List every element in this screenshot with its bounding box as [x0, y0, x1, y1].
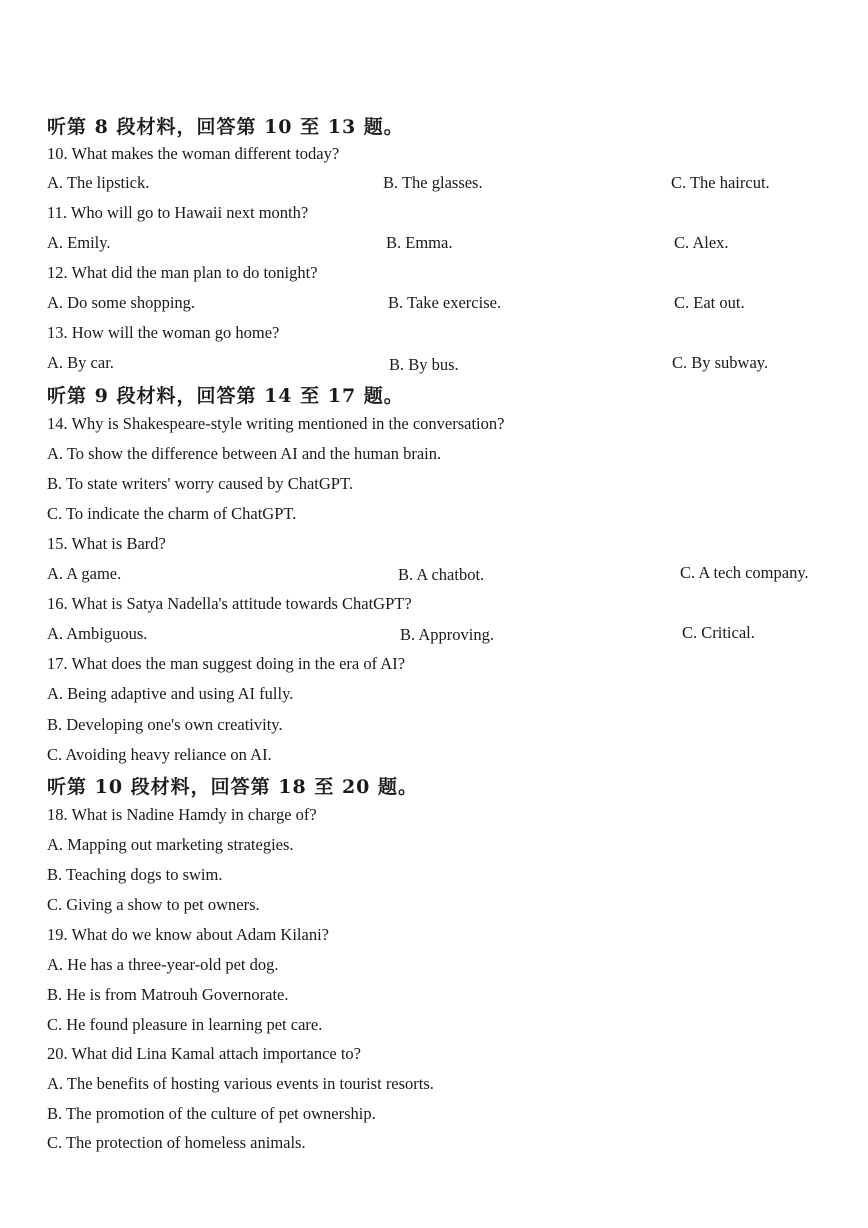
option-a: A. A game. [47, 564, 122, 583]
option-b: B. Emma. [386, 233, 453, 252]
option-c: C. A tech company. [680, 563, 809, 582]
option-c: C. Avoiding heavy reliance on AI. [47, 745, 272, 764]
question-stem: 17. What does the man suggest doing in the era of AI? [47, 654, 406, 673]
option-c: C. The protection of homeless animals. [47, 1133, 306, 1152]
option-b: B. Approving. [400, 625, 494, 644]
question-stem: 12. What did the man plan to do tonight? [47, 263, 318, 282]
section-heading: 听第 8 段材料，回答第 10 至 13 题。 [47, 116, 404, 138]
option-b: B. He is from Matrouh Governorate. [47, 985, 289, 1004]
option-c: C. He found pleasure in learning pet care. [47, 1015, 323, 1034]
option-b: B. Developing one's own creativity. [47, 715, 283, 734]
question-stem: 11. Who will go to Hawaii next month? [47, 203, 309, 222]
option-c: C. Critical. [682, 623, 755, 642]
option-a: A. He has a three-year-old pet dog. [47, 955, 279, 974]
option-a: A. Emily. [47, 233, 111, 252]
option-b: B. The promotion of the culture of pet ownership. [47, 1104, 376, 1123]
option-c: C. Eat out. [674, 293, 745, 312]
question-stem: 19. What do we know about Adam Kilani? [47, 925, 329, 944]
option-a: A. Do some shopping. [47, 293, 196, 312]
option-b: B. By bus. [389, 355, 459, 374]
option-b: B. The glasses. [383, 173, 483, 192]
option-a: A. The lipstick. [47, 173, 150, 192]
option-c: C. Alex. [674, 233, 729, 252]
section-heading: 听第 10 段材料，回答第 18 至 20 题。 [47, 776, 419, 798]
option-a: A. Ambiguous. [47, 624, 148, 643]
option-a: A. To show the difference between AI and the human brain. [47, 444, 442, 463]
section-heading: 听第 9 段材料，回答第 14 至 17 题。 [47, 385, 404, 407]
question-stem: 16. What is Satya Nadella's attitude towards ChatGPT? [47, 594, 412, 613]
question-stem: 13. How will the woman go home? [47, 323, 280, 342]
option-b: B. A chatbot. [398, 565, 485, 584]
option-a: A. Being adaptive and using AI fully. [47, 684, 294, 703]
option-a: A. By car. [47, 353, 114, 372]
question-stem: 18. What is Nadine Hamdy in charge of? [47, 805, 317, 824]
option-a: A. The benefits of hosting various events in tourist resorts. [47, 1074, 434, 1093]
option-c: C. To indicate the charm of ChatGPT. [47, 504, 297, 523]
option-c: C. The haircut. [671, 173, 770, 192]
option-b: B. Teaching dogs to swim. [47, 865, 223, 884]
question-stem: 20. What did Lina Kamal attach importance to? [47, 1044, 361, 1063]
question-stem: 10. What makes the woman different today? [47, 144, 340, 163]
option-b: B. Take exercise. [388, 293, 502, 312]
question-stem: 15. What is Bard? [47, 534, 166, 553]
option-c: C. By subway. [672, 353, 769, 372]
option-b: B. To state writers' worry caused by ChatGPT. [47, 474, 353, 493]
question-stem: 14. Why is Shakespeare-style writing mentioned in the conversation? [47, 414, 505, 433]
option-a: A. Mapping out marketing strategies. [47, 835, 294, 854]
option-c: C. Giving a show to pet owners. [47, 895, 260, 914]
